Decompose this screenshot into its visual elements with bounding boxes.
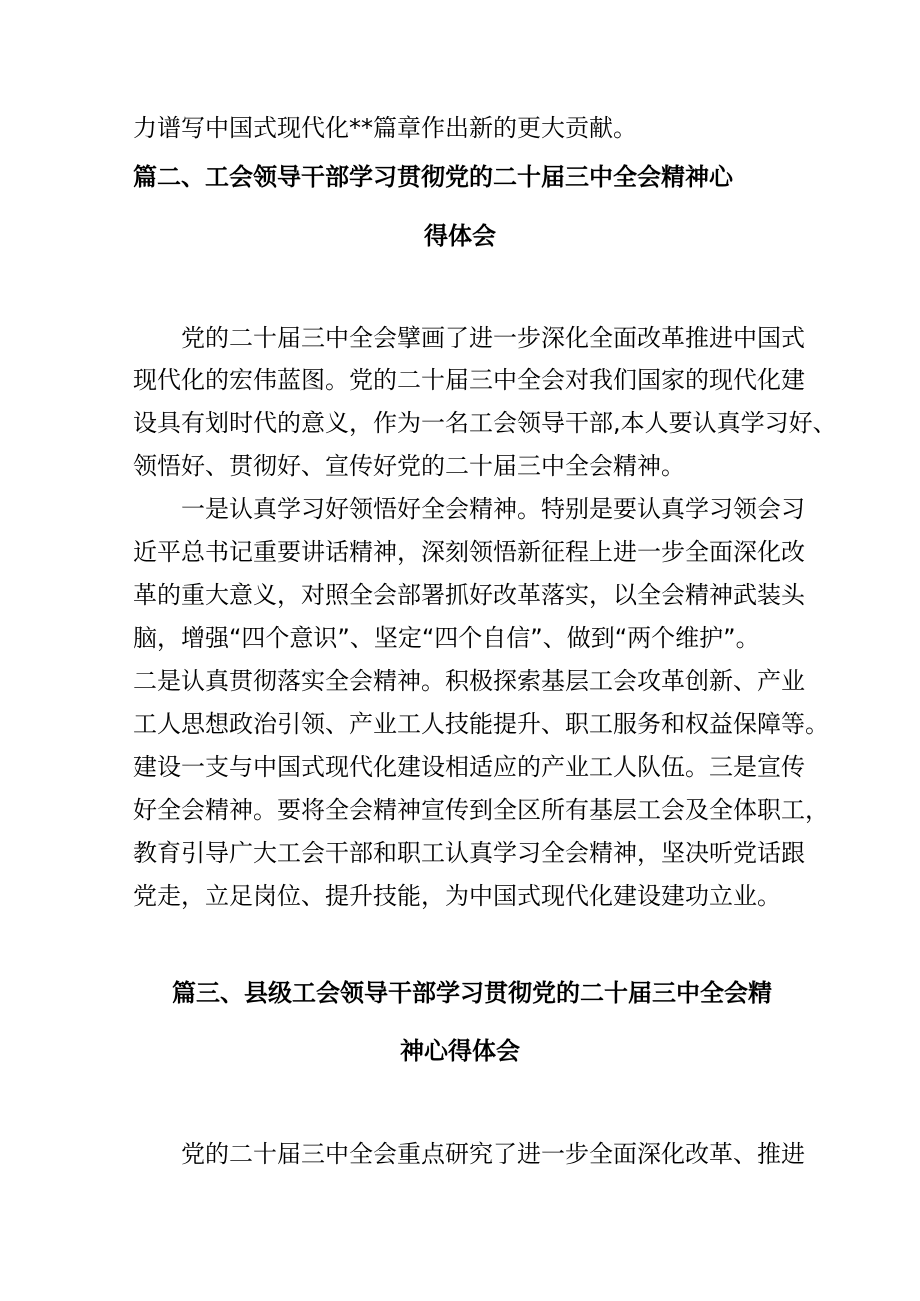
section2-body-line: 脑，增强“四个意识”、坚定“四个自信”、做到“两个维护”。 [133,624,760,652]
section2-body-line: 二是认真贯彻落实全会精神。积极探索基层工会攻革创新、产业 [133,667,805,695]
section2-body-line: 党的二十届三中全会擘画了进一步深化全面改革推进中国式 [181,324,805,352]
section2-body-line: 建设一支与中国式现代化建设相适应的产业工人队伍。三是宣传 [133,753,805,781]
section2-title-line1: 篇二、工会领导干部学习贯彻党的二十届三中全会精神心 [133,163,733,191]
section3-title-line2: 神心得体会 [400,1037,520,1065]
section2-body-line: 一是认真学习好领悟好全会精神。特别是要认真学习领会习 [181,495,805,523]
section3-title-line1: 篇三、县级工会领导干部学习贯彻党的二十届三中全会精 [172,979,772,1007]
section2-body-line: 党走，立足岗位、提升技能，为中国式现代化建设建功立业。 [133,882,781,910]
section2-body-line: 设具有划时代的意义，作为一名工会领导干部,本人要认真学习好、 [133,409,837,437]
section2-body-line: 工人思想政治引领、产业工人技能提升、职工服务和权益保障等。 [133,710,829,738]
section2-title-line2: 得体会 [424,222,496,250]
section2-body-line: 现代化的宏伟蓝图。党的二十届三中全会对我们国家的现代化建 [133,366,805,394]
section2-body-line: 教育引导广大工会干部和职工认真学习全会精神，坚决听党话跟 [133,839,805,867]
continuation-text: 力谱写中国式现代化**篇章作出新的更大贡献。 [133,114,637,142]
section2-body-line: 革的重大意义，对照全会部署抓好改革落实，以全会精神武装头 [133,581,805,609]
section3-body-line: 党的二十届三中全会重点研究了进一步全面深化改革、推进 [181,1140,805,1168]
section2-body-line: 领悟好、贯彻好、宣传好党的二十届三中全会精神。 [133,452,685,480]
section2-body-line: 好全会精神。要将全会精神宣传到全区所有基层工会及全体职工， [133,796,829,824]
section2-body-line: 近平总书记重要讲话精神，深刻领悟新征程上进一步全面深化改 [133,538,805,566]
